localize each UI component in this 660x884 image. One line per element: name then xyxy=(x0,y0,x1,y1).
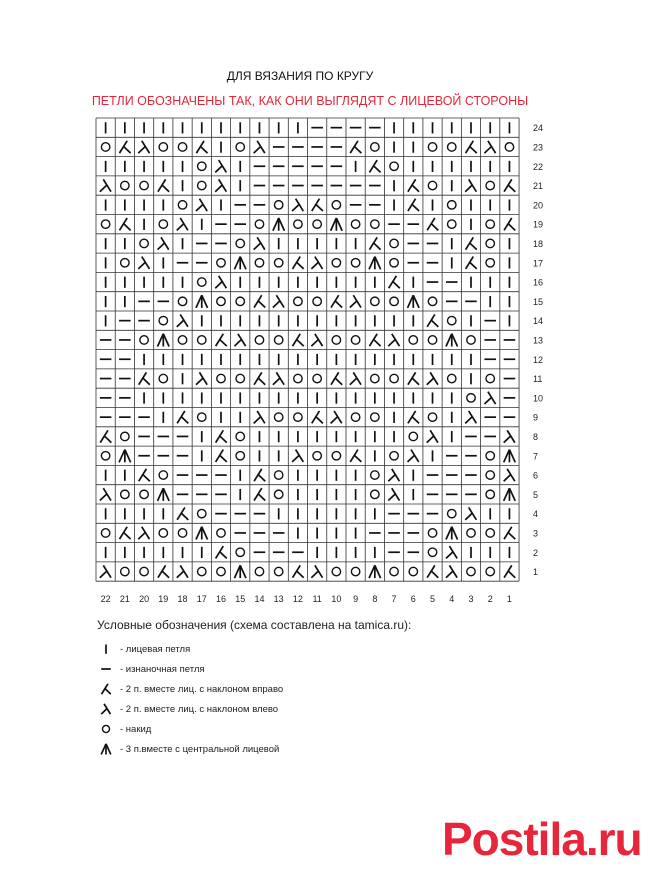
stitch-k2tog-right xyxy=(196,141,207,153)
stitch-k2tog-right xyxy=(427,218,438,230)
stitch-k2tog-left xyxy=(273,372,284,384)
stitch-yarn-over xyxy=(313,452,321,460)
stitch-yarn-over xyxy=(236,452,244,460)
stitch-yarn-over xyxy=(159,374,167,382)
stitch-yarn-over xyxy=(486,490,494,498)
stitch-k2tog-left xyxy=(292,450,303,462)
row-label: 11 xyxy=(533,374,543,385)
stitch-yarn-over xyxy=(217,259,225,267)
legend-item-purl xyxy=(98,661,205,677)
stitch-yarn-over xyxy=(390,239,398,247)
stitch-k2tog-right xyxy=(427,314,438,326)
stitch-cdd xyxy=(196,295,208,308)
stitch-yarn-over xyxy=(428,529,436,537)
stitch-yarn-over xyxy=(332,567,340,575)
stitch-yarn-over xyxy=(140,239,148,247)
row-label: 1 xyxy=(533,567,539,578)
stitch-yarn-over xyxy=(140,567,148,575)
stitch-k2tog-right xyxy=(369,160,380,172)
stitch-yarn-over xyxy=(178,143,186,151)
stitch-yarn-over xyxy=(294,413,302,421)
row-label: 19 xyxy=(533,219,544,230)
stitch-yarn-over xyxy=(351,220,359,228)
legend-text: - 3 п.вместе с центральной лицевой xyxy=(120,743,280,755)
stitch-yarn-over xyxy=(428,336,436,344)
row-label: 17 xyxy=(533,258,544,269)
stitch-k2tog-right xyxy=(466,257,477,269)
legend-item-cdd xyxy=(98,741,279,757)
column-label: 12 xyxy=(292,594,303,605)
stitch-k2tog-left xyxy=(484,392,495,404)
stitch-yarn-over xyxy=(236,548,244,556)
stitch-yarn-over xyxy=(236,143,244,151)
legend-item-yarn-over xyxy=(98,721,151,737)
stitch-k2tog-right xyxy=(331,295,342,307)
stitch-yarn-over xyxy=(236,374,244,382)
stitch-yarn-over xyxy=(428,181,436,189)
row-label: 3 xyxy=(533,528,539,539)
column-label: 20 xyxy=(139,594,150,605)
column-label: 22 xyxy=(100,594,111,605)
stitch-k2tog-left xyxy=(311,334,322,346)
stitch-yarn-over xyxy=(159,143,167,151)
row-label: 14 xyxy=(533,316,544,327)
column-label: 1 xyxy=(506,594,512,605)
k2tog-right-symbol-icon xyxy=(98,681,114,697)
stitch-k2tog-right xyxy=(119,141,130,153)
legend-text: - 2 п. вместе лиц. с наклоном влево xyxy=(120,703,279,715)
stitch-yarn-over xyxy=(101,143,109,151)
stitch-cdd xyxy=(504,450,516,463)
stitch-yarn-over xyxy=(467,529,475,537)
stitch-k2tog-left xyxy=(273,295,284,307)
stitch-k2tog-left xyxy=(446,565,457,577)
stitch-k2tog-right xyxy=(369,334,380,346)
stitch-yarn-over xyxy=(448,509,456,517)
stitch-yarn-over xyxy=(390,452,398,460)
knit-symbol-icon xyxy=(98,641,114,657)
chart-row-19 xyxy=(101,218,515,231)
column-label: 3 xyxy=(468,594,474,605)
stitch-k2tog-left xyxy=(331,411,342,423)
stitch-k2tog-right xyxy=(408,179,419,191)
stitch-cdd xyxy=(158,488,170,501)
stitch-cdd xyxy=(196,527,208,540)
stitch-yarn-over xyxy=(505,143,513,151)
stitch-yarn-over xyxy=(140,490,148,498)
stitch-k2tog-right xyxy=(216,334,227,346)
row-label: 23 xyxy=(533,142,544,153)
stitch-yarn-over xyxy=(159,529,167,537)
stitch-yarn-over xyxy=(486,220,494,228)
stitch-k2tog-right xyxy=(408,372,419,384)
stitch-yarn-over xyxy=(486,259,494,267)
stitch-cdd xyxy=(446,334,458,347)
stitch-yarn-over xyxy=(448,374,456,382)
stitch-cdd xyxy=(504,488,516,501)
stitch-yarn-over xyxy=(236,239,244,247)
legend-item-knit xyxy=(98,641,190,657)
stitch-k2tog-right xyxy=(369,237,380,249)
stitch-yarn-over xyxy=(198,509,206,517)
stitch-k2tog-left xyxy=(158,237,169,249)
column-label: 5 xyxy=(430,594,436,605)
stitch-k2tog-right xyxy=(254,295,265,307)
stitch-k2tog-right xyxy=(331,372,342,384)
stitch-k2tog-left xyxy=(465,179,476,191)
stitch-yarn-over xyxy=(390,259,398,267)
k2tog-left-symbol-icon xyxy=(98,701,114,717)
stitch-k2tog-right xyxy=(216,430,227,442)
stitch-k2tog-left xyxy=(388,334,399,346)
column-label: 13 xyxy=(273,594,284,605)
stitch-k2tog-left xyxy=(254,237,265,249)
stitch-k2tog-right xyxy=(293,334,304,346)
stitch-k2tog-right xyxy=(216,450,227,462)
column-label: 8 xyxy=(372,594,378,605)
stitch-yarn-over xyxy=(486,452,494,460)
stitch-yarn-over xyxy=(217,567,225,575)
stitch-k2tog-left xyxy=(138,257,149,269)
stitch-k2tog-right xyxy=(504,218,515,230)
stitch-k2tog-left xyxy=(427,372,438,384)
stitch-k2tog-left xyxy=(100,488,111,500)
chart-title: ДЛЯ ВЯЗАНИЯ ПО КРУГУ xyxy=(226,69,374,83)
row-label: 24 xyxy=(533,123,544,134)
stitch-yarn-over xyxy=(486,181,494,189)
stitch-yarn-over xyxy=(178,201,186,209)
stitch-yarn-over xyxy=(159,471,167,479)
stitch-yarn-over xyxy=(448,316,456,324)
stitch-yarn-over xyxy=(274,567,282,575)
row-label: 20 xyxy=(533,200,544,211)
stitch-k2tog-left xyxy=(215,276,226,288)
row-label: 5 xyxy=(533,489,539,500)
stitch-yarn-over xyxy=(409,336,417,344)
stitch-cdd xyxy=(234,257,246,270)
stitch-k2tog-right xyxy=(158,179,169,191)
stitch-k2tog-left xyxy=(484,141,495,153)
row-label: 15 xyxy=(533,296,544,307)
stitch-yarn-over xyxy=(198,162,206,170)
stitch-yarn-over xyxy=(274,413,282,421)
column-label: 4 xyxy=(449,594,455,605)
stitch-cdd xyxy=(369,565,381,578)
stitch-k2tog-left xyxy=(177,218,188,230)
stitch-yarn-over xyxy=(178,297,186,305)
stitch-k2tog-left xyxy=(465,507,476,519)
stitch-yarn-over xyxy=(198,278,206,286)
chart-row-3 xyxy=(101,527,515,540)
stitch-k2tog-left xyxy=(388,488,399,500)
stitch-cdd xyxy=(119,450,131,463)
stitch-yarn-over xyxy=(371,413,379,421)
stitch-yarn-over xyxy=(467,336,475,344)
stitch-k2tog-left xyxy=(215,160,226,172)
stitch-k2tog-right xyxy=(350,141,361,153)
stitch-cdd xyxy=(369,257,381,270)
stitch-k2tog-left xyxy=(100,565,111,577)
column-label: 2 xyxy=(487,594,493,605)
stitch-yarn-over xyxy=(486,239,494,247)
stitch-k2tog-right xyxy=(100,430,111,442)
postila-logo: Postila.ru xyxy=(442,813,642,865)
column-label: 7 xyxy=(391,594,397,605)
stitch-yarn-over xyxy=(294,297,302,305)
stitch-yarn-over xyxy=(159,316,167,324)
stitch-yarn-over xyxy=(294,374,302,382)
stitch-k2tog-left xyxy=(388,469,399,481)
stitch-k2tog-left xyxy=(311,565,322,577)
stitch-k2tog-left xyxy=(138,141,149,153)
column-label: 11 xyxy=(312,594,322,605)
legend-text: - накид xyxy=(120,723,152,735)
row-label: 4 xyxy=(533,509,539,520)
stitch-yarn-over xyxy=(159,220,167,228)
row-label: 8 xyxy=(533,431,539,442)
stitch-k2tog-left xyxy=(350,295,361,307)
legend-title: Условные обозначения (схема составлена на tamica.ru): xyxy=(97,618,412,632)
column-label: 14 xyxy=(254,594,265,605)
column-label: 10 xyxy=(331,594,342,605)
stitch-yarn-over xyxy=(428,413,436,421)
stitch-yarn-over xyxy=(274,336,282,344)
stitch-k2tog-left xyxy=(196,199,207,211)
stitch-yarn-over xyxy=(448,143,456,151)
stitch-k2tog-right xyxy=(389,276,400,288)
stitch-k2tog-left xyxy=(177,314,188,326)
purl-symbol-icon xyxy=(98,661,114,677)
row-label: 18 xyxy=(533,238,544,249)
stitch-k2tog-right xyxy=(119,218,130,230)
stitch-yarn-over xyxy=(313,220,321,228)
stitch-yarn-over xyxy=(255,259,263,267)
stitch-yarn-over xyxy=(486,471,494,479)
stitch-k2tog-left xyxy=(138,527,149,539)
stitch-k2tog-left xyxy=(234,334,245,346)
stitch-k2tog-left xyxy=(177,565,188,577)
stitch-k2tog-right xyxy=(312,199,323,211)
column-label: 17 xyxy=(196,594,207,605)
row-label: 13 xyxy=(533,335,544,346)
stitch-yarn-over xyxy=(332,201,340,209)
stitch-k2tog-right xyxy=(254,469,265,481)
stitch-yarn-over xyxy=(390,162,398,170)
cdd-symbol-icon xyxy=(98,741,114,757)
stitch-yarn-over xyxy=(448,201,456,209)
stitch-k2tog-right xyxy=(466,237,477,249)
stitch-yarn-over xyxy=(121,567,129,575)
stitch-yarn-over xyxy=(313,297,321,305)
stitch-yarn-over xyxy=(486,529,494,537)
stitch-k2tog-left xyxy=(427,430,438,442)
legend-text: - изнаночная петля xyxy=(120,663,205,675)
stitch-yarn-over xyxy=(198,336,206,344)
row-label: 7 xyxy=(533,451,539,462)
stitch-yarn-over xyxy=(371,490,379,498)
stitch-k2tog-left xyxy=(465,411,476,423)
stitch-yarn-over xyxy=(371,374,379,382)
stitch-yarn-over xyxy=(255,336,263,344)
legend-item-k2tog-right xyxy=(98,681,283,697)
column-label: 18 xyxy=(177,594,188,605)
stitch-k2tog-right xyxy=(427,565,438,577)
stitch-yarn-over xyxy=(409,567,417,575)
stitch-yarn-over xyxy=(371,471,379,479)
stitch-k2tog-right xyxy=(504,565,515,577)
row-label: 2 xyxy=(533,547,539,558)
row-label: 12 xyxy=(533,354,544,365)
stitch-yarn-over xyxy=(121,432,129,440)
stitch-yarn-over xyxy=(486,567,494,575)
stitch-k2tog-left xyxy=(215,179,226,191)
stitch-yarn-over xyxy=(371,220,379,228)
stitch-yarn-over xyxy=(390,297,398,305)
row-label: 21 xyxy=(533,181,544,192)
stitch-yarn-over xyxy=(198,181,206,189)
row-label: 6 xyxy=(533,470,539,481)
stitch-yarn-over xyxy=(236,432,244,440)
stitch-yarn-over xyxy=(121,490,129,498)
stitch-k2tog-left xyxy=(311,257,322,269)
stitch-yarn-over xyxy=(140,181,148,189)
stitch-k2tog-right xyxy=(408,199,419,211)
stitch-yarn-over xyxy=(294,220,302,228)
stitch-k2tog-left xyxy=(196,372,207,384)
stitch-k2tog-right xyxy=(119,527,130,539)
stitch-k2tog-right xyxy=(216,546,227,558)
stitch-k2tog-right xyxy=(158,565,169,577)
stitch-k2tog-right xyxy=(504,527,515,539)
stitch-cdd xyxy=(446,527,458,540)
stitch-yarn-over xyxy=(467,394,475,402)
yarn-over-symbol-icon xyxy=(98,721,114,737)
stitch-k2tog-right xyxy=(504,179,515,191)
row-label: 16 xyxy=(533,277,544,288)
column-label: 6 xyxy=(410,594,416,605)
stitch-k2tog-right xyxy=(139,469,150,481)
legend-item-k2tog-left xyxy=(98,701,278,717)
stitch-k2tog-right xyxy=(254,488,265,500)
stitch-cdd xyxy=(331,218,343,231)
column-label: 9 xyxy=(353,594,359,605)
stitch-k2tog-right xyxy=(177,411,188,423)
stitch-yarn-over xyxy=(178,336,186,344)
stitch-yarn-over xyxy=(255,220,263,228)
stitch-cdd xyxy=(234,565,246,578)
stitch-yarn-over xyxy=(217,374,225,382)
stitch-yarn-over xyxy=(274,259,282,267)
stitch-yarn-over xyxy=(140,336,148,344)
stitch-k2tog-left xyxy=(408,450,419,462)
stitch-k2tog-left xyxy=(100,179,111,191)
stitch-yarn-over xyxy=(467,567,475,575)
stitch-yarn-over xyxy=(236,297,244,305)
stitch-yarn-over xyxy=(121,259,129,267)
stitch-k2tog-right xyxy=(254,372,265,384)
stitch-yarn-over xyxy=(428,297,436,305)
stitch-yarn-over xyxy=(428,548,436,556)
stitch-cdd xyxy=(273,218,285,231)
column-label: 15 xyxy=(235,594,246,605)
stitch-yarn-over xyxy=(351,413,359,421)
stitch-k2tog-right xyxy=(177,507,188,519)
stitch-yarn-over xyxy=(217,297,225,305)
stitch-yarn-over xyxy=(409,432,417,440)
stitch-k2tog-left xyxy=(254,141,265,153)
stitch-yarn-over xyxy=(274,471,282,479)
stitch-yarn-over xyxy=(448,220,456,228)
stitch-cdd xyxy=(408,295,420,308)
row-label: 22 xyxy=(533,161,544,172)
row-label: 9 xyxy=(533,412,539,423)
stitch-yarn-over xyxy=(217,529,225,537)
chart-row-7 xyxy=(101,450,515,463)
stitch-k2tog-left xyxy=(504,430,515,442)
stitch-yarn-over xyxy=(255,567,263,575)
column-label: 19 xyxy=(158,594,169,605)
stitch-cdd xyxy=(158,334,170,347)
stitch-k2tog-left xyxy=(292,199,303,211)
column-label: 16 xyxy=(215,594,227,605)
stitch-k2tog-right xyxy=(139,372,150,384)
stitch-k2tog-right xyxy=(312,411,323,423)
stitch-yarn-over xyxy=(351,336,359,344)
stitch-yarn-over xyxy=(371,143,379,151)
stitch-yarn-over xyxy=(390,374,398,382)
stitch-yarn-over xyxy=(371,297,379,305)
stitch-yarn-over xyxy=(198,413,206,421)
stitch-k2tog-right xyxy=(350,450,361,462)
stitch-k2tog-left xyxy=(504,469,515,481)
stitch-yarn-over xyxy=(486,374,494,382)
stitch-k2tog-left xyxy=(350,372,361,384)
stitch-yarn-over xyxy=(274,490,282,498)
stitch-yarn-over xyxy=(332,259,340,267)
stitch-yarn-over xyxy=(332,336,340,344)
legend-text: - лицевая петля xyxy=(120,643,191,655)
chart-row-6 xyxy=(106,469,515,481)
stitch-k2tog-left xyxy=(254,411,265,423)
stitch-yarn-over xyxy=(274,201,282,209)
stitch-yarn-over xyxy=(101,220,109,228)
stitch-yarn-over xyxy=(313,374,321,382)
row-label: 10 xyxy=(533,393,544,404)
stitch-k2tog-left xyxy=(446,546,457,558)
stitch-yarn-over xyxy=(428,143,436,151)
stitch-yarn-over xyxy=(351,259,359,267)
legend-text: - 2 п. вместе лиц. с наклоном вправо xyxy=(120,683,284,695)
stitch-yarn-over xyxy=(101,529,109,537)
column-label: 21 xyxy=(119,594,130,605)
stitch-yarn-over xyxy=(390,567,398,575)
chart-subtitle: ПЕТЛИ ОБОЗНАЧЕНЫ ТАК, КАК ОНИ ВЫГЛЯДЯТ С ЛИЦЕВОЙ СТОРОНЫ xyxy=(91,94,529,108)
stitch-yarn-over xyxy=(332,452,340,460)
stitch-yarn-over xyxy=(178,529,186,537)
stitch-yarn-over xyxy=(351,567,359,575)
stitch-yarn-over xyxy=(121,181,129,189)
stitch-yarn-over xyxy=(198,567,206,575)
stitch-k2tog-right xyxy=(466,141,477,153)
stitch-k2tog-right xyxy=(293,565,304,577)
stitch-k2tog-right xyxy=(408,411,419,423)
stitch-k2tog-right xyxy=(293,257,304,269)
stitch-yarn-over xyxy=(101,452,109,460)
